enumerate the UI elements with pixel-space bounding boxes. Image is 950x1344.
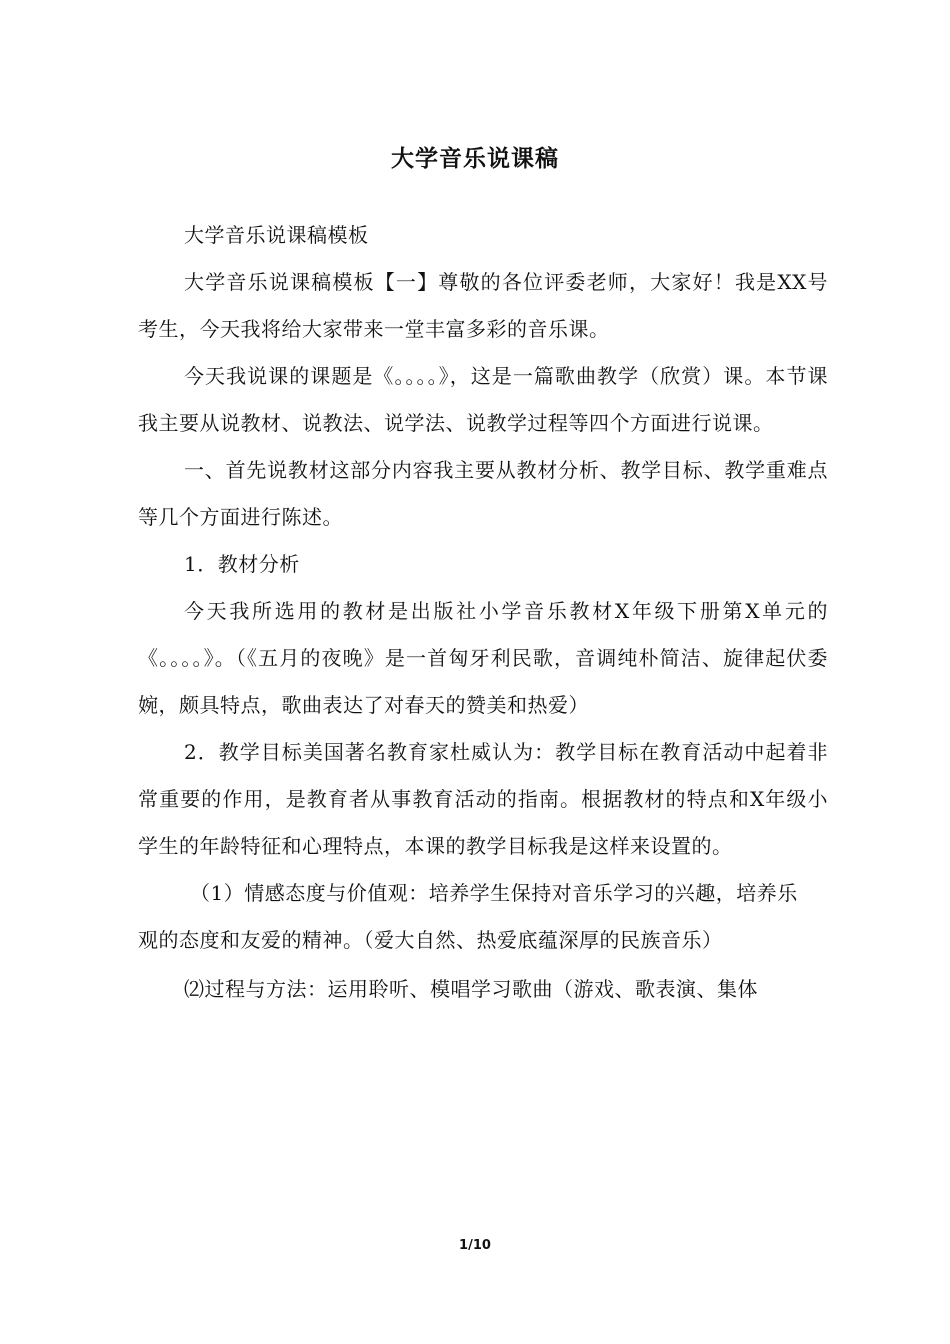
paragraph-greeting: 大学音乐说课稿模板【一】尊敬的各位评委老师，大家好！我是XX号考生，今天我将给大家带来一堂丰富多彩的音乐课。 [138,270,828,341]
paragraph-objectives: 2．教学目标美国著名教育家杜威认为：教学目标在教育活动中起着非常重要的作用，是教育者从事教育活动的指南。根据教材的特点和X年级小学生的年龄特征和心理特点，本课的教学目标我是这样来设置的。 [138,740,828,858]
paragraph-subtitle: 大学音乐说课稿模板 [184,223,369,247]
paragraph-objective-two: ⑵过程与方法：运用聆听、模唱学习歌曲（游戏、歌表演、集体 [184,977,758,1001]
paragraph-objective-one: （1）情感态度与价值观：培养学生保持对音乐学习的兴趣，培养乐 [190,881,798,905]
document-body [138,212,828,1013]
paragraph-material: 今天我所选用的教材是出版社小学音乐教材X年级下册第X单元的《。。。。》。（《五月的夜晚》是一首匈牙利民歌，音调纯朴简洁、旋律起伏委婉，颇具特点，歌曲表达了对春天的赞美和热爱） [138,599,828,717]
document-title: 大学音乐说课稿 [391,146,559,172]
paragraph-objective-one-cont: 观的态度和友爱的精神。（爱大自然、热爱底蕴深厚的民族音乐） [138,928,723,952]
page-number: 1/10 [459,1238,491,1253]
paragraph-heading-analysis: 1．教材分析 [184,552,300,576]
paragraph-section-one: 一、首先说教材这部分内容我主要从教材分析、教学目标、教学重难点等几个方面进行陈述。 [138,458,828,529]
paragraph-topic: 今天我说课的课题是《。。。。》，这是一篇歌曲教学（欣赏）课。本节课我主要从说教材、说教法、说学法、说教学过程等四个方面进行说课。 [138,364,828,435]
